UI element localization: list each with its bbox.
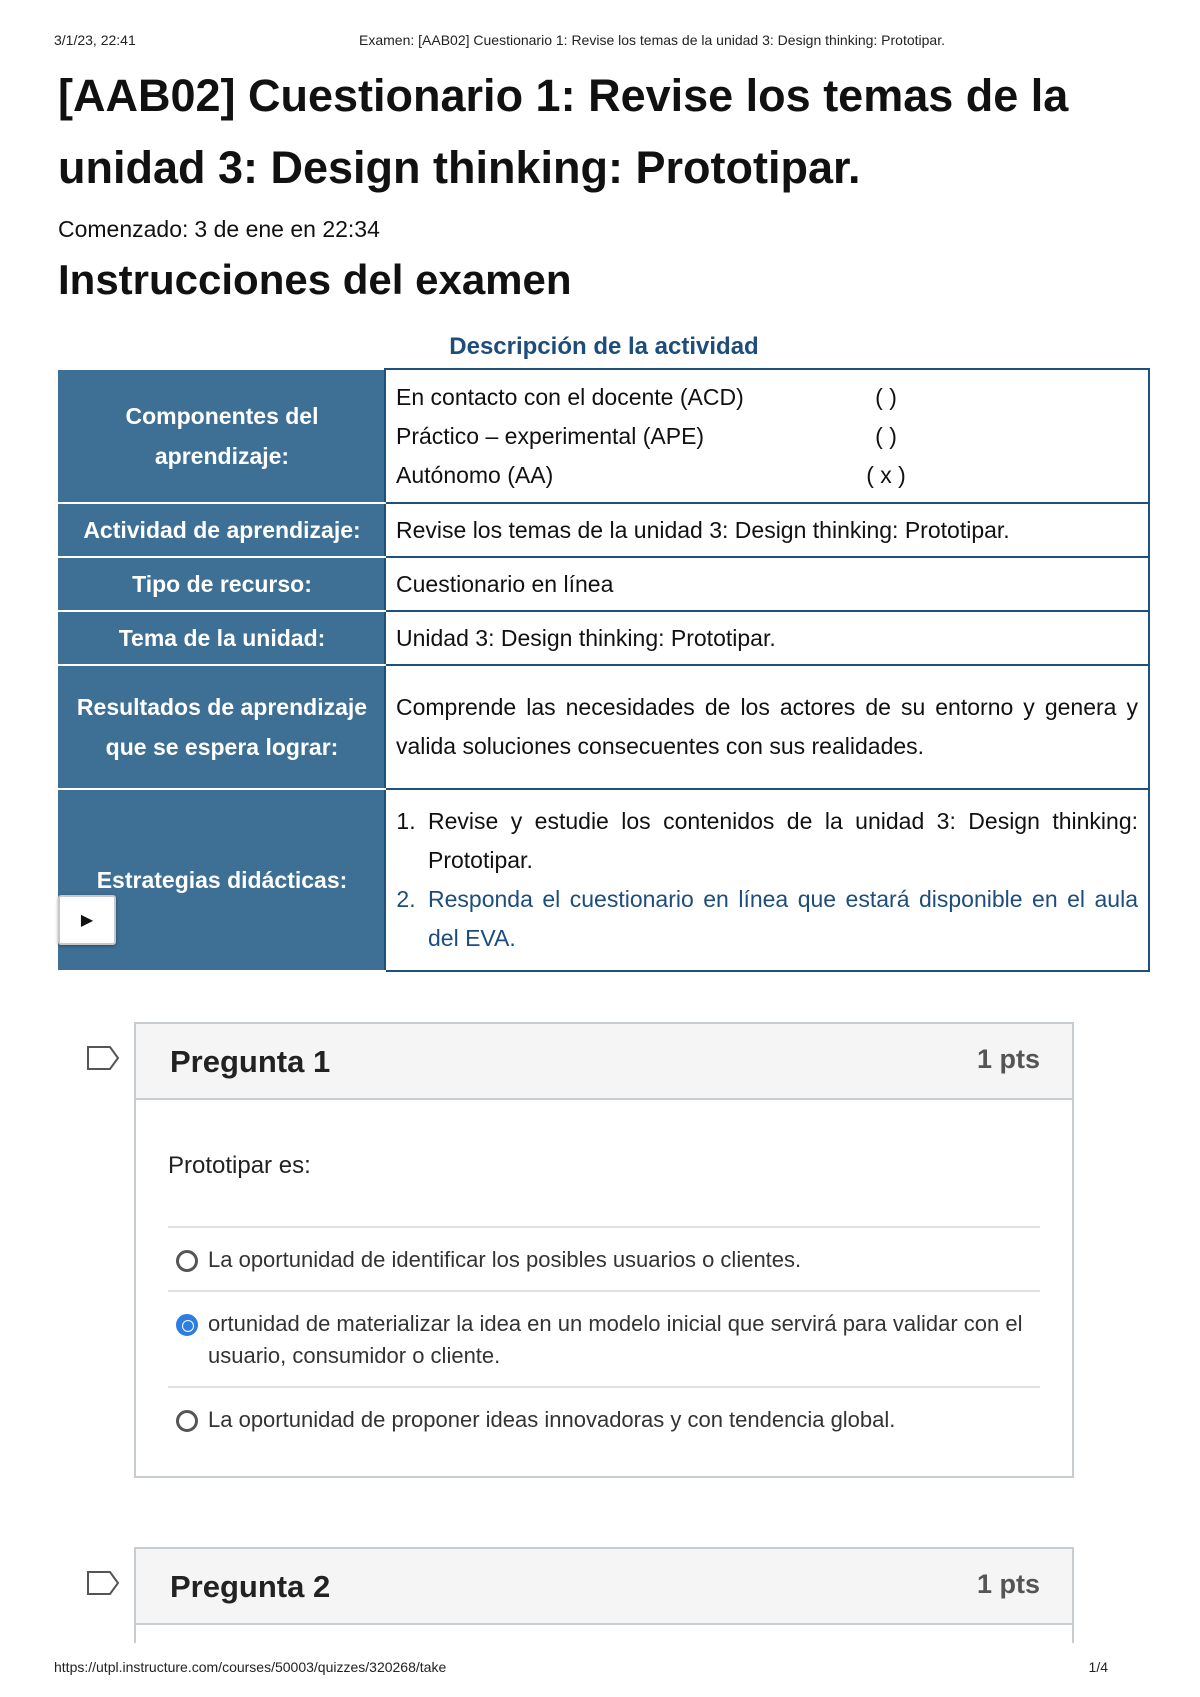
table-row xyxy=(59,665,1149,789)
question-1 xyxy=(134,1022,1074,1478)
table-row xyxy=(59,789,1149,971)
question-points: 1 pts xyxy=(976,1569,1040,1599)
answer-option[interactable] xyxy=(168,1388,1040,1450)
components-label: Componentes del aprendizaje: xyxy=(59,369,385,503)
quiz-title: [AAB02] Cuestionario 1: Revise los temas de la unidad 3: Design thinking: Prototipar. xyxy=(58,70,1069,193)
strategies-value xyxy=(385,789,1149,971)
started-label: Comenzado: xyxy=(58,216,189,242)
answer-option[interactable] xyxy=(168,1228,1040,1292)
results-label: Resultados de aprendizaje que se espera lograr: xyxy=(59,665,385,789)
answer-text: La oportunidad de proponer ideas innovadoras y con tendencia global. xyxy=(208,1407,896,1432)
resource-value: Cuestionario en línea xyxy=(385,557,1149,611)
topic-label: Tema de la unidad: xyxy=(59,611,385,665)
question-header xyxy=(136,1024,1072,1100)
component-item xyxy=(396,456,1138,495)
play-icon: ▶ xyxy=(80,912,94,929)
resource-label: Tipo de recurso: xyxy=(59,557,385,611)
print-document-title: Examen: [AAB02] Cuestionario 1: Revise los temas de la unidad 3: Design thinking: Prototipar. xyxy=(359,32,945,48)
component-name: Autónomo (AA) xyxy=(396,461,554,488)
component-mark: ( x ) xyxy=(866,461,906,488)
activity-value: Revise los temas de la unidad 3: Design thinking: Prototipar. xyxy=(385,503,1149,557)
answer-text: ortunidad de materializar la idea en un modelo inicial que servirá para validar con el usuario, consumidor o cliente. xyxy=(208,1311,1023,1368)
radio-button-selected[interactable] xyxy=(176,1314,198,1336)
table-row xyxy=(59,369,1149,503)
component-item xyxy=(396,378,1138,417)
print-date: 3/1/23, 22:41 xyxy=(54,32,136,48)
list-item: 2. Responda el cuestionario en línea que estará disponible en el aula del EVA. xyxy=(422,880,1138,958)
components-value xyxy=(385,369,1149,503)
component-name: En contacto con el docente (ACD) xyxy=(396,383,744,410)
question-body xyxy=(136,1100,1072,1450)
activity-label: Actividad de aprendizaje: xyxy=(59,503,385,557)
question-header xyxy=(136,1549,1072,1625)
radio-button[interactable] xyxy=(176,1250,198,1272)
answer-text: La oportunidad de identificar los posibles usuarios o clientes. xyxy=(208,1247,802,1272)
print-header xyxy=(54,32,1146,52)
table-row xyxy=(59,503,1149,557)
question-text: Prototipar es: xyxy=(168,1100,1040,1228)
list-item: 1. Revise y estudie los contenidos de la unidad 3: Design thinking: Prototipar. xyxy=(422,802,1138,880)
play-button[interactable] xyxy=(58,895,116,945)
activity-table xyxy=(58,368,1150,972)
strategies-list xyxy=(422,802,1138,958)
flag-question-icon[interactable] xyxy=(86,1570,120,1596)
component-name: Práctico – experimental (APE) xyxy=(396,422,705,449)
radio-button[interactable] xyxy=(176,1410,198,1432)
question-title: Pregunta 2 xyxy=(170,1569,331,1604)
print-page-number: 1/4 xyxy=(1088,1659,1108,1675)
started-value: 3 de ene en 22:34 xyxy=(194,216,380,242)
topic-value: Unidad 3: Design thinking: Prototipar. xyxy=(385,611,1149,665)
table-row xyxy=(59,557,1149,611)
instructions-heading: Instrucciones del examen xyxy=(58,256,572,303)
print-footer xyxy=(54,1659,1146,1679)
component-item xyxy=(396,417,1138,456)
print-url: https://utpl.instructure.com/courses/50003/quizzes/320268/take xyxy=(54,1659,447,1675)
table-row xyxy=(59,611,1149,665)
question-title: Pregunta 1 xyxy=(170,1044,331,1079)
activity-description-title: Descripción de la actividad xyxy=(449,333,759,360)
flag-question-icon[interactable] xyxy=(86,1045,120,1071)
question-points: 1 pts xyxy=(976,1044,1040,1074)
component-mark: ( ) xyxy=(875,383,897,410)
answer-option-selected[interactable] xyxy=(168,1292,1040,1388)
results-value: Comprende las necesidades de los actores de su entorno y genera y valida soluciones consecuentes con sus realidades. xyxy=(385,665,1149,789)
strategies-label: Estrategias didácticas: xyxy=(59,789,385,971)
question-2 xyxy=(134,1547,1074,1643)
component-mark: ( ) xyxy=(875,422,897,449)
started-info xyxy=(58,216,386,243)
